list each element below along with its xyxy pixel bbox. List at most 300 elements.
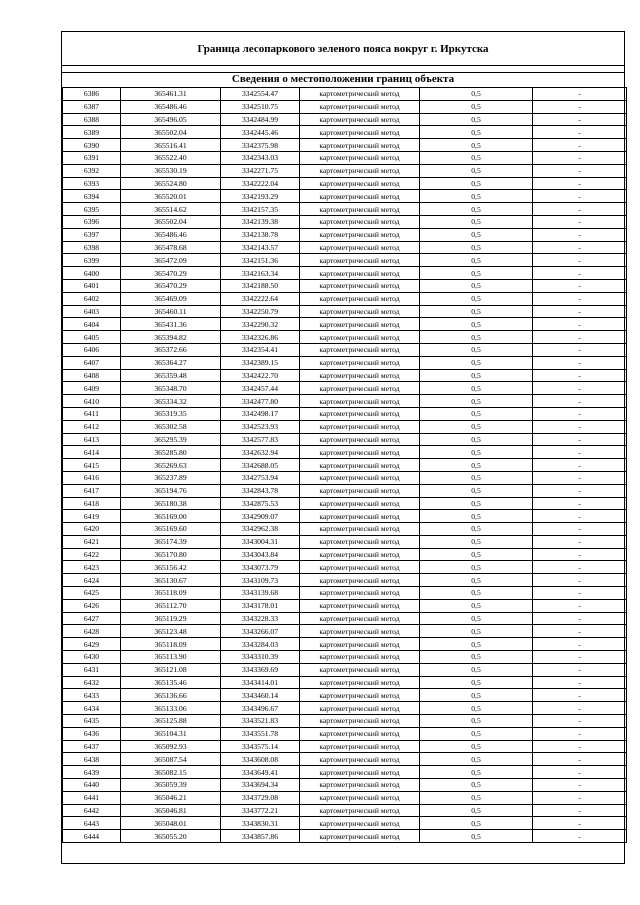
description-cell: - <box>533 791 627 804</box>
description-cell: - <box>533 113 627 126</box>
table-row <box>63 190 627 203</box>
accuracy-cell: 0,5 <box>420 676 533 689</box>
table-row <box>63 753 627 766</box>
point-number-cell: 6431 <box>63 663 121 676</box>
description-cell: - <box>533 446 627 459</box>
table-row <box>63 625 627 638</box>
y-coordinate-cell: 3343310.39 <box>221 651 300 664</box>
y-coordinate-cell: 3342143.57 <box>221 241 300 254</box>
y-coordinate-cell: 3343043.84 <box>221 548 300 561</box>
point-number-cell: 6416 <box>63 471 121 484</box>
method-cell: картометрический метод <box>300 331 420 344</box>
accuracy-cell: 0,5 <box>420 203 533 216</box>
y-coordinate-cell: 3342138.78 <box>221 228 300 241</box>
description-cell: - <box>533 267 627 280</box>
x-coordinate-cell: 365470.29 <box>121 267 221 280</box>
accuracy-cell: 0,5 <box>420 791 533 804</box>
x-coordinate-cell: 365295.39 <box>121 433 221 446</box>
accuracy-cell: 0,5 <box>420 587 533 600</box>
x-coordinate-cell: 365478.68 <box>121 241 221 254</box>
accuracy-cell: 0,5 <box>420 753 533 766</box>
method-cell: картометрический метод <box>300 804 420 817</box>
accuracy-cell: 0,5 <box>420 151 533 164</box>
method-cell: картометрический метод <box>300 151 420 164</box>
point-number-cell: 6404 <box>63 318 121 331</box>
description-cell: - <box>533 433 627 446</box>
x-coordinate-cell: 365048.01 <box>121 817 221 830</box>
method-cell: картометрический метод <box>300 651 420 664</box>
description-cell: - <box>533 254 627 267</box>
y-coordinate-cell: 3342222.04 <box>221 177 300 190</box>
method-cell: картометрический метод <box>300 574 420 587</box>
y-coordinate-cell: 3343228.33 <box>221 612 300 625</box>
description-cell: - <box>533 804 627 817</box>
table-row <box>63 779 627 792</box>
y-coordinate-cell: 3342875.53 <box>221 497 300 510</box>
y-coordinate-cell: 3343496.67 <box>221 702 300 715</box>
y-coordinate-cell: 3342139.38 <box>221 215 300 228</box>
table-row <box>63 715 627 728</box>
x-coordinate-cell: 365112.70 <box>121 599 221 612</box>
table-row <box>63 88 627 101</box>
method-cell: картометрический метод <box>300 587 420 600</box>
description-cell: - <box>533 727 627 740</box>
description-cell: - <box>533 164 627 177</box>
point-number-cell: 6391 <box>63 151 121 164</box>
point-number-cell: 6423 <box>63 561 121 574</box>
point-number-cell: 6443 <box>63 817 121 830</box>
table-row <box>63 599 627 612</box>
description-cell: - <box>533 100 627 113</box>
table-row <box>63 689 627 702</box>
point-number-cell: 6413 <box>63 433 121 446</box>
x-coordinate-cell: 365469.09 <box>121 292 221 305</box>
y-coordinate-cell: 3342477.80 <box>221 395 300 408</box>
method-cell: картометрический метод <box>300 139 420 152</box>
table-row <box>63 676 627 689</box>
method-cell: картометрический метод <box>300 459 420 472</box>
method-cell: картометрический метод <box>300 484 420 497</box>
x-coordinate-cell: 365113.90 <box>121 651 221 664</box>
point-number-cell: 6388 <box>63 113 121 126</box>
table-row <box>63 139 627 152</box>
accuracy-cell: 0,5 <box>420 279 533 292</box>
point-number-cell: 6406 <box>63 343 121 356</box>
accuracy-cell: 0,5 <box>420 523 533 536</box>
point-number-cell: 6415 <box>63 459 121 472</box>
y-coordinate-cell: 3342422.70 <box>221 369 300 382</box>
x-coordinate-cell: 365130.67 <box>121 574 221 587</box>
description-cell: - <box>533 830 627 843</box>
accuracy-cell: 0,5 <box>420 395 533 408</box>
method-cell: картометрический метод <box>300 126 420 139</box>
x-coordinate-cell: 365059.39 <box>121 779 221 792</box>
point-number-cell: 6430 <box>63 651 121 664</box>
description-cell: - <box>533 740 627 753</box>
x-coordinate-cell: 365118.09 <box>121 587 221 600</box>
method-cell: картометрический метод <box>300 766 420 779</box>
method-cell: картометрический метод <box>300 471 420 484</box>
table-row <box>63 651 627 664</box>
y-coordinate-cell: 3342354.41 <box>221 343 300 356</box>
y-coordinate-cell: 3343414.01 <box>221 676 300 689</box>
x-coordinate-cell: 365169.00 <box>121 510 221 523</box>
table-row <box>63 100 627 113</box>
x-coordinate-cell: 365516.41 <box>121 139 221 152</box>
accuracy-cell: 0,5 <box>420 702 533 715</box>
x-coordinate-cell: 365135.46 <box>121 676 221 689</box>
method-cell: картометрический метод <box>300 279 420 292</box>
accuracy-cell: 0,5 <box>420 548 533 561</box>
point-number-cell: 6408 <box>63 369 121 382</box>
y-coordinate-cell: 3342510.75 <box>221 100 300 113</box>
y-coordinate-cell: 3343266.07 <box>221 625 300 638</box>
point-number-cell: 6405 <box>63 331 121 344</box>
x-coordinate-cell: 365364.27 <box>121 356 221 369</box>
x-coordinate-cell: 365169.60 <box>121 523 221 536</box>
x-coordinate-cell: 365123.48 <box>121 625 221 638</box>
table-row <box>63 523 627 536</box>
point-number-cell: 6395 <box>63 203 121 216</box>
table-row <box>63 241 627 254</box>
method-cell: картометрический метод <box>300 599 420 612</box>
table-row <box>63 830 627 843</box>
table-row <box>63 638 627 651</box>
method-cell: картометрический метод <box>300 727 420 740</box>
table-row <box>63 791 627 804</box>
y-coordinate-cell: 3342688.05 <box>221 459 300 472</box>
description-cell: - <box>533 676 627 689</box>
table-row <box>63 126 627 139</box>
table-row <box>63 548 627 561</box>
y-coordinate-cell: 3343369.69 <box>221 663 300 676</box>
table-row <box>63 113 627 126</box>
accuracy-cell: 0,5 <box>420 689 533 702</box>
method-cell: картометрический метод <box>300 177 420 190</box>
table-row <box>63 446 627 459</box>
y-coordinate-cell: 3342909.07 <box>221 510 300 523</box>
point-number-cell: 6438 <box>63 753 121 766</box>
document-title: Граница лесопаркового зеленого пояса вокруг г. Иркутска <box>62 32 624 66</box>
y-coordinate-cell: 3343729.08 <box>221 791 300 804</box>
method-cell: картометрический метод <box>300 548 420 561</box>
accuracy-cell: 0,5 <box>420 574 533 587</box>
table-row <box>63 561 627 574</box>
method-cell: картометрический метод <box>300 433 420 446</box>
point-number-cell: 6393 <box>63 177 121 190</box>
table-row <box>63 740 627 753</box>
accuracy-cell: 0,5 <box>420 88 533 101</box>
method-cell: картометрический метод <box>300 254 420 267</box>
y-coordinate-cell: 3343608.08 <box>221 753 300 766</box>
accuracy-cell: 0,5 <box>420 715 533 728</box>
point-number-cell: 6426 <box>63 599 121 612</box>
point-number-cell: 6410 <box>63 395 121 408</box>
accuracy-cell: 0,5 <box>420 779 533 792</box>
description-cell: - <box>533 510 627 523</box>
description-cell: - <box>533 343 627 356</box>
y-coordinate-cell: 3342375.98 <box>221 139 300 152</box>
x-coordinate-cell: 365087.54 <box>121 753 221 766</box>
description-cell: - <box>533 715 627 728</box>
method-cell: картометрический метод <box>300 343 420 356</box>
point-number-cell: 6440 <box>63 779 121 792</box>
y-coordinate-cell: 3342498.17 <box>221 407 300 420</box>
method-cell: картометрический метод <box>300 676 420 689</box>
table-row <box>63 318 627 331</box>
accuracy-cell: 0,5 <box>420 599 533 612</box>
y-coordinate-cell: 3343694.34 <box>221 779 300 792</box>
method-cell: картометрический метод <box>300 535 420 548</box>
description-cell: - <box>533 459 627 472</box>
point-number-cell: 6387 <box>63 100 121 113</box>
description-cell: - <box>533 382 627 395</box>
point-number-cell: 6432 <box>63 676 121 689</box>
x-coordinate-cell: 365170.80 <box>121 548 221 561</box>
point-number-cell: 6441 <box>63 791 121 804</box>
point-number-cell: 6427 <box>63 612 121 625</box>
y-coordinate-cell: 3342157.35 <box>221 203 300 216</box>
method-cell: картометрический метод <box>300 561 420 574</box>
method-cell: картометрический метод <box>300 318 420 331</box>
description-cell: - <box>533 651 627 664</box>
y-coordinate-cell: 3343460.14 <box>221 689 300 702</box>
method-cell: картометрический метод <box>300 715 420 728</box>
point-number-cell: 6392 <box>63 164 121 177</box>
accuracy-cell: 0,5 <box>420 740 533 753</box>
description-cell: - <box>533 561 627 574</box>
description-cell: - <box>533 215 627 228</box>
table-row <box>63 369 627 382</box>
point-number-cell: 6422 <box>63 548 121 561</box>
table-row <box>63 459 627 472</box>
accuracy-cell: 0,5 <box>420 267 533 280</box>
accuracy-cell: 0,5 <box>420 804 533 817</box>
x-coordinate-cell: 365194.76 <box>121 484 221 497</box>
x-coordinate-cell: 365520.01 <box>121 190 221 203</box>
accuracy-cell: 0,5 <box>420 612 533 625</box>
point-number-cell: 6442 <box>63 804 121 817</box>
point-number-cell: 6420 <box>63 523 121 536</box>
accuracy-cell: 0,5 <box>420 471 533 484</box>
point-number-cell: 6417 <box>63 484 121 497</box>
description-cell: - <box>533 484 627 497</box>
x-coordinate-cell: 365319.35 <box>121 407 221 420</box>
description-cell: - <box>533 625 627 638</box>
coordinates-table <box>62 87 627 843</box>
y-coordinate-cell: 3342484.99 <box>221 113 300 126</box>
table-row <box>63 177 627 190</box>
point-number-cell: 6412 <box>63 420 121 433</box>
method-cell: картометрический метод <box>300 791 420 804</box>
point-number-cell: 6394 <box>63 190 121 203</box>
method-cell: картометрический метод <box>300 88 420 101</box>
y-coordinate-cell: 3342193.29 <box>221 190 300 203</box>
method-cell: картометрический метод <box>300 228 420 241</box>
description-cell: - <box>533 497 627 510</box>
description-cell: - <box>533 331 627 344</box>
y-coordinate-cell: 3342343.03 <box>221 151 300 164</box>
x-coordinate-cell: 365118.09 <box>121 638 221 651</box>
y-coordinate-cell: 3343284.03 <box>221 638 300 651</box>
description-cell: - <box>533 228 627 241</box>
point-number-cell: 6396 <box>63 215 121 228</box>
point-number-cell: 6444 <box>63 830 121 843</box>
x-coordinate-cell: 365237.89 <box>121 471 221 484</box>
accuracy-cell: 0,5 <box>420 139 533 152</box>
method-cell: картометрический метод <box>300 625 420 638</box>
accuracy-cell: 0,5 <box>420 113 533 126</box>
accuracy-cell: 0,5 <box>420 382 533 395</box>
description-cell: - <box>533 190 627 203</box>
description-cell: - <box>533 638 627 651</box>
x-coordinate-cell: 365486.46 <box>121 228 221 241</box>
y-coordinate-cell: 3342962.38 <box>221 523 300 536</box>
y-coordinate-cell: 3342326.86 <box>221 331 300 344</box>
x-coordinate-cell: 365522.40 <box>121 151 221 164</box>
accuracy-cell: 0,5 <box>420 164 533 177</box>
x-coordinate-cell: 365125.88 <box>121 715 221 728</box>
x-coordinate-cell: 365092.93 <box>121 740 221 753</box>
x-coordinate-cell: 365530.19 <box>121 164 221 177</box>
x-coordinate-cell: 365502.04 <box>121 215 221 228</box>
accuracy-cell: 0,5 <box>420 420 533 433</box>
y-coordinate-cell: 3342151.36 <box>221 254 300 267</box>
method-cell: картометрический метод <box>300 164 420 177</box>
point-number-cell: 6436 <box>63 727 121 740</box>
accuracy-cell: 0,5 <box>420 817 533 830</box>
table-row <box>63 727 627 740</box>
x-coordinate-cell: 365348.70 <box>121 382 221 395</box>
description-cell: - <box>533 292 627 305</box>
method-cell: картометрический метод <box>300 190 420 203</box>
y-coordinate-cell: 3343521.83 <box>221 715 300 728</box>
accuracy-cell: 0,5 <box>420 535 533 548</box>
method-cell: картометрический метод <box>300 407 420 420</box>
point-number-cell: 6409 <box>63 382 121 395</box>
accuracy-cell: 0,5 <box>420 459 533 472</box>
x-coordinate-cell: 365046.81 <box>121 804 221 817</box>
accuracy-cell: 0,5 <box>420 331 533 344</box>
method-cell: картометрический метод <box>300 612 420 625</box>
table-row <box>63 804 627 817</box>
description-cell: - <box>533 599 627 612</box>
table-row <box>63 535 627 548</box>
accuracy-cell: 0,5 <box>420 100 533 113</box>
point-number-cell: 6414 <box>63 446 121 459</box>
point-number-cell: 6421 <box>63 535 121 548</box>
description-cell: - <box>533 766 627 779</box>
method-cell: картометрический метод <box>300 663 420 676</box>
point-number-cell: 6418 <box>63 497 121 510</box>
point-number-cell: 6398 <box>63 241 121 254</box>
table-row <box>63 574 627 587</box>
table-row <box>63 203 627 216</box>
accuracy-cell: 0,5 <box>420 254 533 267</box>
accuracy-cell: 0,5 <box>420 663 533 676</box>
description-cell: - <box>533 420 627 433</box>
accuracy-cell: 0,5 <box>420 484 533 497</box>
method-cell: картометрический метод <box>300 817 420 830</box>
coordinates-table-body <box>63 88 627 843</box>
description-cell: - <box>533 587 627 600</box>
table-row <box>63 305 627 318</box>
x-coordinate-cell: 365359.48 <box>121 369 221 382</box>
description-cell: - <box>533 612 627 625</box>
accuracy-cell: 0,5 <box>420 305 533 318</box>
point-number-cell: 6401 <box>63 279 121 292</box>
x-coordinate-cell: 365524.80 <box>121 177 221 190</box>
description-cell: - <box>533 305 627 318</box>
description-cell: - <box>533 753 627 766</box>
table-row <box>63 292 627 305</box>
table-row <box>63 228 627 241</box>
y-coordinate-cell: 3342250.79 <box>221 305 300 318</box>
table-row <box>63 497 627 510</box>
point-number-cell: 6400 <box>63 267 121 280</box>
y-coordinate-cell: 3343649.41 <box>221 766 300 779</box>
description-cell: - <box>533 407 627 420</box>
method-cell: картометрический метод <box>300 267 420 280</box>
point-number-cell: 6429 <box>63 638 121 651</box>
method-cell: картометрический метод <box>300 292 420 305</box>
y-coordinate-cell: 3343830.31 <box>221 817 300 830</box>
accuracy-cell: 0,5 <box>420 638 533 651</box>
x-coordinate-cell: 365104.31 <box>121 727 221 740</box>
table-row <box>63 343 627 356</box>
method-cell: картометрический метод <box>300 689 420 702</box>
table-row <box>63 433 627 446</box>
description-cell: - <box>533 535 627 548</box>
method-cell: картометрический метод <box>300 523 420 536</box>
x-coordinate-cell: 365502.04 <box>121 126 221 139</box>
method-cell: картометрический метод <box>300 382 420 395</box>
method-cell: картометрический метод <box>300 446 420 459</box>
point-number-cell: 6403 <box>63 305 121 318</box>
y-coordinate-cell: 3343073.79 <box>221 561 300 574</box>
accuracy-cell: 0,5 <box>420 561 533 574</box>
point-number-cell: 6437 <box>63 740 121 753</box>
method-cell: картометрический метод <box>300 203 420 216</box>
description-cell: - <box>533 139 627 152</box>
method-cell: картометрический метод <box>300 497 420 510</box>
table-row <box>63 267 627 280</box>
document-frame <box>61 31 625 864</box>
description-cell: - <box>533 574 627 587</box>
table-row <box>63 817 627 830</box>
accuracy-cell: 0,5 <box>420 446 533 459</box>
x-coordinate-cell: 365334.32 <box>121 395 221 408</box>
description-cell: - <box>533 88 627 101</box>
method-cell: картометрический метод <box>300 702 420 715</box>
table-row <box>63 331 627 344</box>
y-coordinate-cell: 3342389.15 <box>221 356 300 369</box>
y-coordinate-cell: 3343551.78 <box>221 727 300 740</box>
description-cell: - <box>533 548 627 561</box>
x-coordinate-cell: 365174.39 <box>121 535 221 548</box>
method-cell: картометрический метод <box>300 510 420 523</box>
x-coordinate-cell: 365302.58 <box>121 420 221 433</box>
method-cell: картометрический метод <box>300 420 420 433</box>
method-cell: картометрический метод <box>300 779 420 792</box>
table-row <box>63 612 627 625</box>
point-number-cell: 6389 <box>63 126 121 139</box>
x-coordinate-cell: 365285.80 <box>121 446 221 459</box>
description-cell: - <box>533 356 627 369</box>
x-coordinate-cell: 365514.62 <box>121 203 221 216</box>
description-cell: - <box>533 203 627 216</box>
accuracy-cell: 0,5 <box>420 356 533 369</box>
